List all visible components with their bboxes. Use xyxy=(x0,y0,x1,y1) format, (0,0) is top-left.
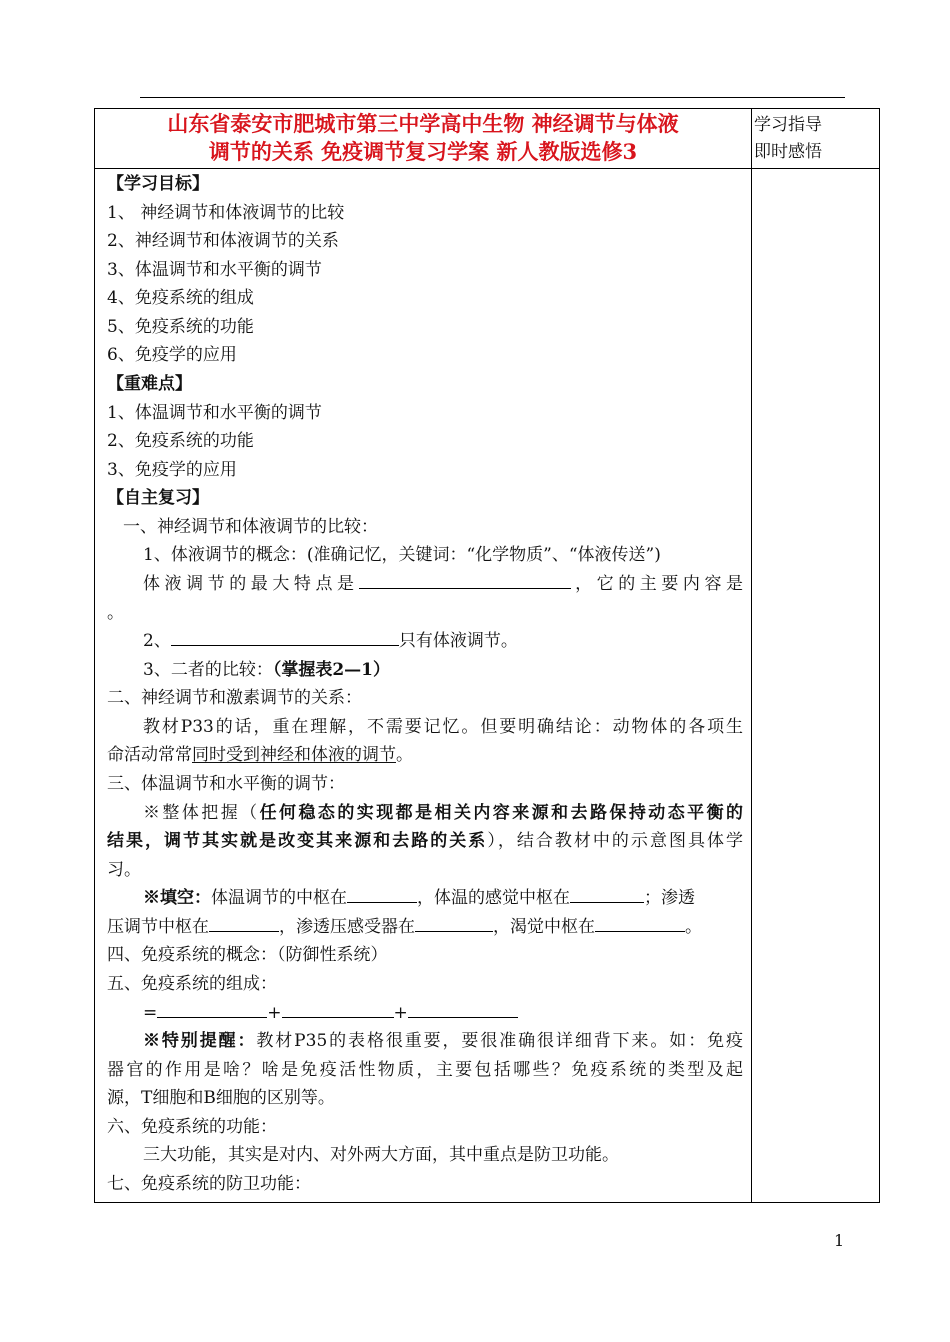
section-3-note-1: ※整体把握（任何稳态的实现都是相关内容来源和去路保持动态平衡的 xyxy=(143,803,744,823)
goal-item: 5、免疫系统的功能 xyxy=(107,317,254,337)
goal-item: 2、神经调节和体液调节的关系 xyxy=(107,231,339,251)
composition-blank-2[interactable] xyxy=(282,999,394,1018)
goal-item: 3、体温调节和水平衡的调节 xyxy=(107,260,322,280)
section-5-reminder-2: 器官的作用是啥？啥是免疫活性物质，主要包括哪些？免疫系统的类型及起 xyxy=(107,1060,743,1080)
section-1-item-2: 2、 只有体液调节。 xyxy=(143,627,779,655)
goal-item: 4、免疫系统的组成 xyxy=(107,288,254,308)
header-row-divider xyxy=(95,168,879,169)
section-6-heading: 六、免疫系统的功能： xyxy=(107,1117,277,1137)
section-1-item-3: 3、二者的比较：（掌握表2—1） xyxy=(143,660,390,680)
header-rule xyxy=(140,97,845,98)
document-title xyxy=(97,110,749,166)
section-5-reminder-3: 源，T细胞和B细胞的区别等。 xyxy=(107,1088,335,1108)
section-5-heading: 五、免疫系统的组成： xyxy=(107,974,277,994)
review-heading: 【自主复习】 xyxy=(107,488,209,508)
section-1-heading: 一、神经调节和体液调节的比较： xyxy=(123,517,378,537)
thirst-center-blank[interactable] xyxy=(595,913,685,932)
item-2-blank[interactable] xyxy=(171,627,399,646)
composition-blank-3[interactable] xyxy=(408,999,518,1018)
section-3-heading: 三、体温调节和水平衡的调节： xyxy=(107,774,345,794)
key-points-heading: 【重难点】 xyxy=(107,374,192,394)
key-point-item: 3、免疫学的应用 xyxy=(107,460,237,480)
section-5-reminder-1: ※特别提醒：教材P35的表格很重要，要很准确很详细背下来。如：免疫 xyxy=(143,1031,743,1051)
title-line-1: 山东省泰安市肥城市第三中学高中生物 神经调节与体液 xyxy=(167,111,679,136)
key-point-item: 1、体温调节和水平衡的调节 xyxy=(107,403,322,423)
goals-heading: 【学习目标】 xyxy=(107,174,209,194)
goal-item: 6、免疫学的应用 xyxy=(107,345,237,365)
section-3-fill-1: ※填空：体温调节的中枢在 ，体温的感觉中枢在 ；渗透 xyxy=(143,884,743,912)
temp-sense-blank[interactable] xyxy=(570,884,644,903)
section-7-heading: 七、免疫系统的防卫功能： xyxy=(107,1174,311,1194)
osmo-center-blank[interactable] xyxy=(209,913,279,932)
temp-center-blank[interactable] xyxy=(347,884,417,903)
section-1-concept: 1、体液调节的概念：(准确记忆，关键词：“化学物质”、“体液传送”) xyxy=(143,545,661,565)
section-1-feature-end: 。 xyxy=(107,603,124,623)
study-plan-table xyxy=(94,108,880,1203)
composition-blank-1[interactable] xyxy=(157,999,267,1018)
goal-item: 1、 神经调节和体液调节的比较 xyxy=(107,203,345,223)
section-2-text-1: 教材P33的话，重在理解，不需要记忆。但要明确结论：动物体的各项生 xyxy=(143,717,743,737)
title-line-2: 调节的关系 免疫调节复习学案 新人教版选修3 xyxy=(208,139,638,164)
section-5-formula: = + + xyxy=(143,999,779,1027)
section-3-note-3: 习。 xyxy=(107,860,141,880)
section-3-fill-2: 压调节中枢在 ，渗透压感受器在 ，渴觉中枢在 。 xyxy=(107,913,743,941)
feature-blank[interactable] xyxy=(359,570,571,589)
section-2-heading: 二、神经调节和激素调节的关系： xyxy=(107,688,362,708)
side-column-header xyxy=(754,112,822,166)
key-point-item: 2、免疫系统的功能 xyxy=(107,431,254,451)
side-label-reflection: 即时感悟 xyxy=(754,142,822,162)
section-6-text: 三大功能，其实是对内、对外两大方面，其中重点是防卫功能。 xyxy=(143,1145,619,1165)
osmo-receptor-blank[interactable] xyxy=(415,913,493,932)
section-2-text-2: 命活动常常同时受到神经和体液的调节。 xyxy=(107,745,413,765)
section-3-note-2: 结果，调节其实就是改变其来源和去路的关系），结合教材中的示意图具体学 xyxy=(107,831,744,851)
side-label-guidance: 学习指导 xyxy=(754,115,822,135)
section-1-feature-line: 体液调节的最大特点是 ，它的主要内容是 xyxy=(143,570,743,598)
section-4-heading: 四、免疫系统的概念：（防御性系统） xyxy=(107,945,388,965)
page-number: 1 xyxy=(834,1231,845,1250)
